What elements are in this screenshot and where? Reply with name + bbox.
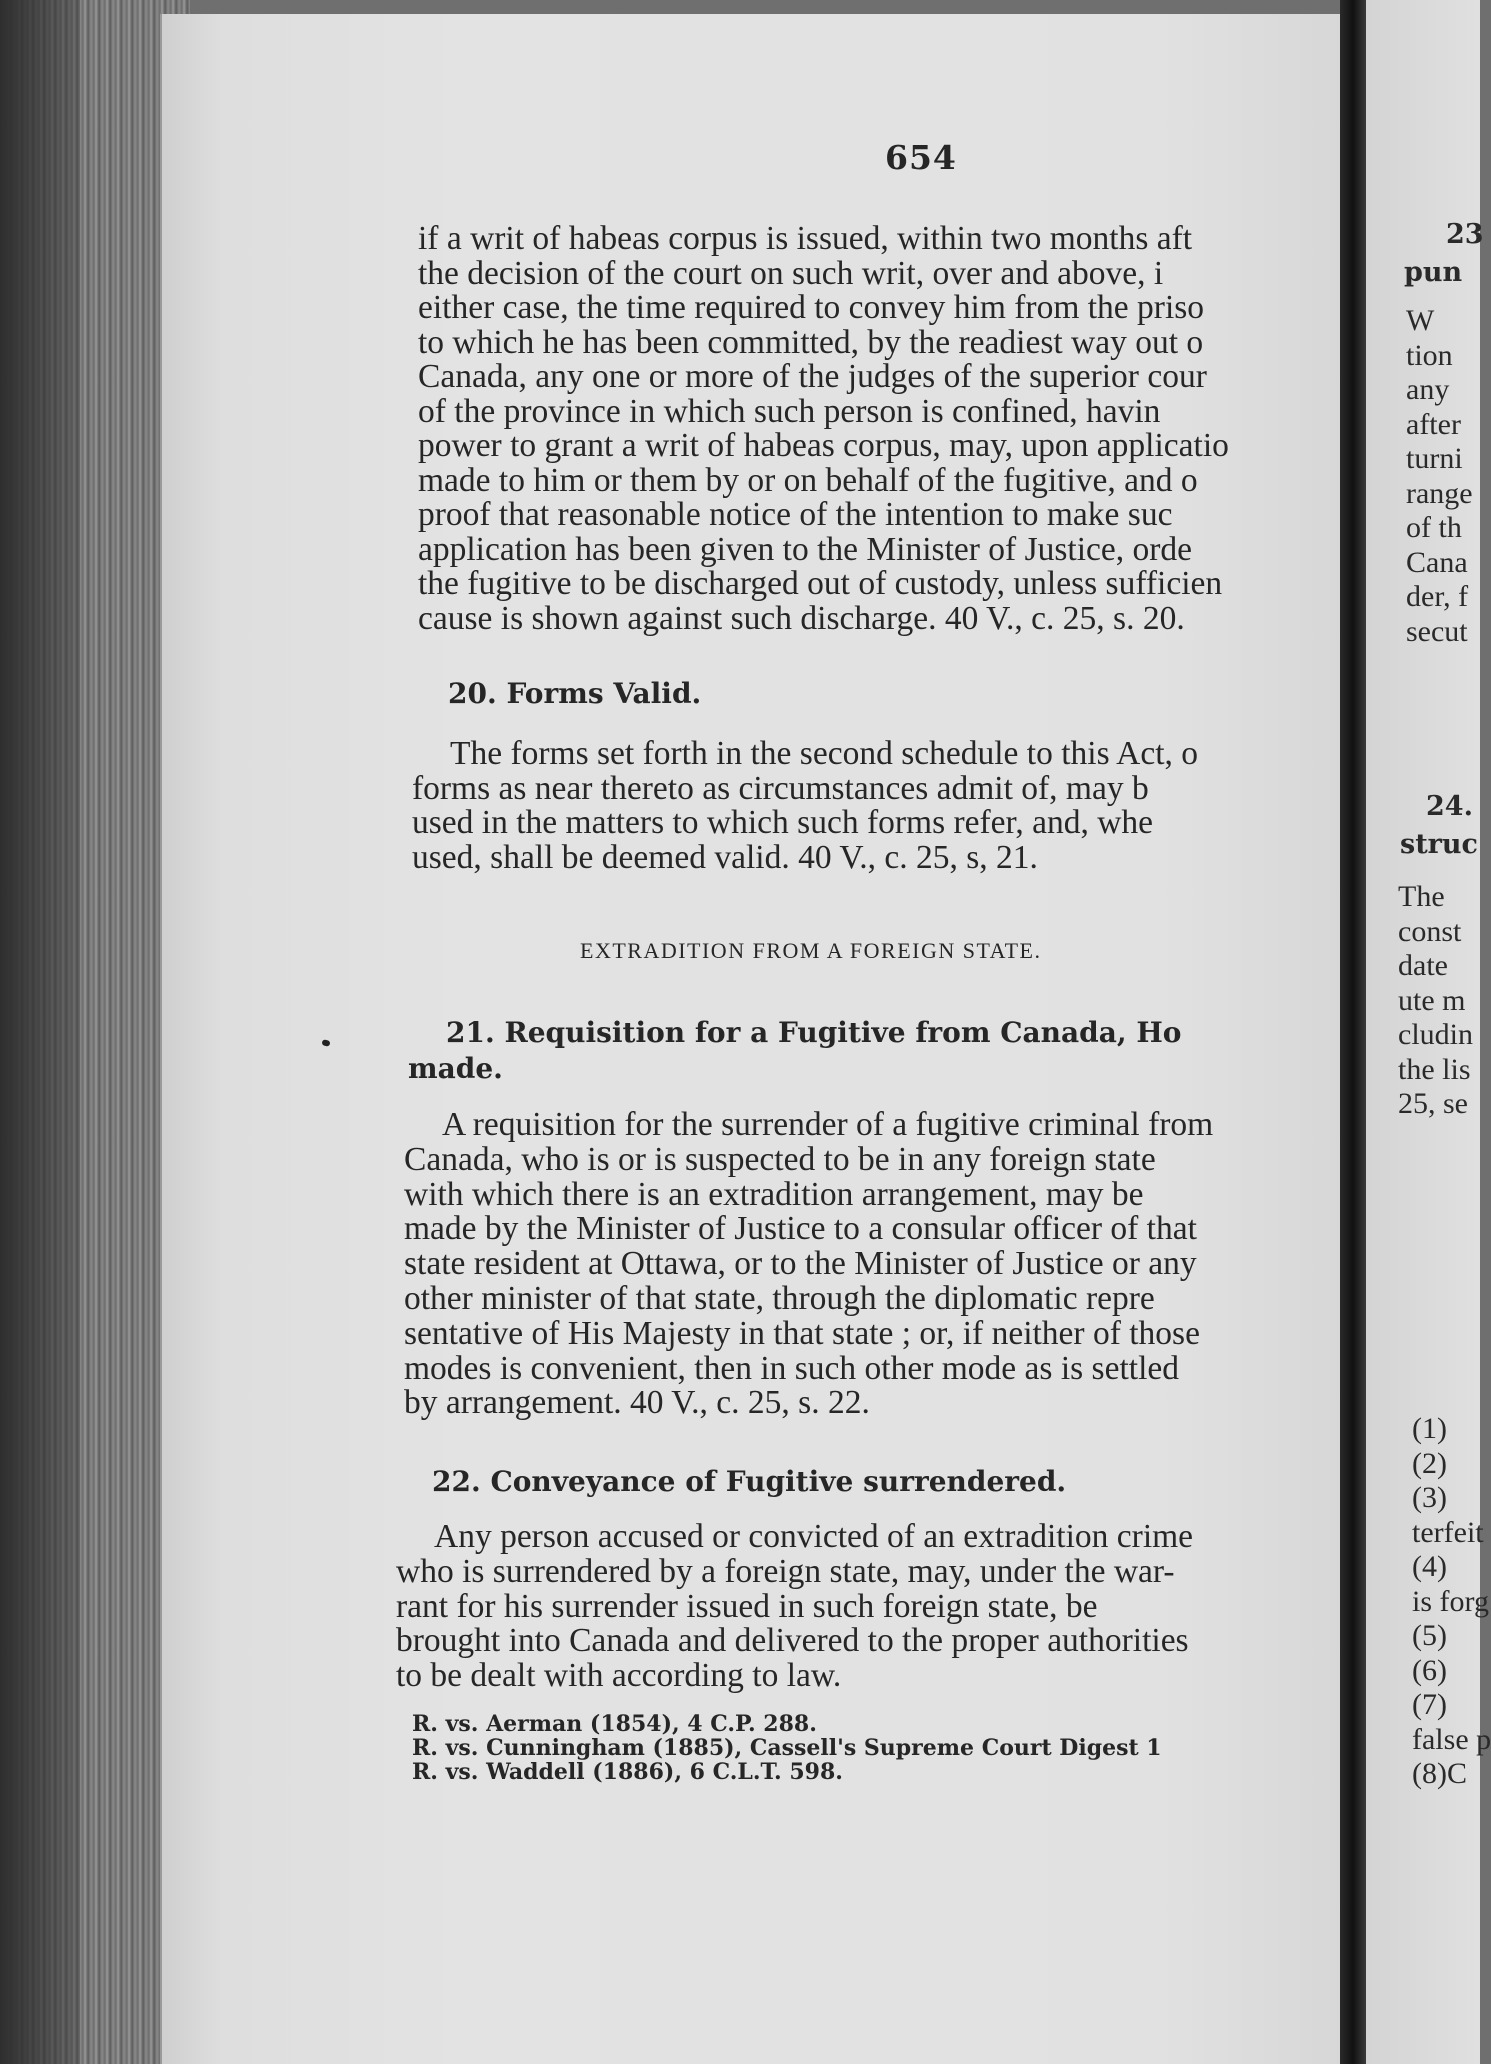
facing-page-line: W: [1406, 304, 1435, 337]
facing-page-line: of th: [1406, 511, 1462, 544]
facing-page-line: ute m: [1398, 983, 1466, 1017]
facing-page-line: Cana: [1406, 545, 1468, 579]
case-reference: R. vs. Waddell (1886), 6 C.L.T. 598.: [412, 1759, 843, 1785]
text-line: of the province in which such person is confined, havin: [418, 392, 1161, 430]
text-line: forms as near thereto as circumstances admit of, may b: [412, 769, 1149, 807]
section-22-heading: 22. Conveyance of Fugitive surrendered.: [432, 1465, 1067, 1498]
division-heading: EXTRADITION FROM A FOREIGN STATE.: [580, 938, 1042, 963]
text-line: proof that reasonable notice of the intention to make suc: [418, 496, 1173, 533]
text-line: to be dealt with according to law.: [396, 1657, 842, 1695]
facing-page-line: any: [1406, 373, 1450, 406]
book-gutter: [1340, 0, 1366, 2064]
facing-page-line: after: [1406, 407, 1461, 441]
facing-page-line: turni: [1406, 442, 1463, 475]
facing-page: [1366, 0, 1491, 2064]
facing-page-line: (2): [1412, 1446, 1447, 1480]
facing-page-line: false p: [1412, 1722, 1491, 1756]
facing-page-heading-2: pun: [1404, 257, 1463, 288]
facing-page-line: const: [1398, 914, 1462, 948]
text-line: other minister of that state, through the diplomatic repre: [404, 1279, 1155, 1317]
facing-page-line: (7): [1412, 1688, 1447, 1721]
page-number: 654: [885, 138, 957, 177]
facing-page-line: is forg: [1412, 1584, 1489, 1618]
section-21-body: [404, 1108, 1376, 1421]
facing-page-line: secut: [1406, 614, 1468, 648]
text-line: Canada, any one or more of the judges of the superior cour: [418, 358, 1207, 395]
facing-page-line: (8)C: [1412, 1757, 1467, 1790]
case-reference: R. vs. Cunningham (1885), Cassell's Supreme Court Digest 1: [412, 1735, 1162, 1761]
text-line: application has been given to the Minister of Justice, orde: [418, 530, 1193, 568]
case-reference: R. vs. Aerman (1854), 4 C.P. 288.: [412, 1711, 817, 1737]
facing-page-mid-heading-2: struc: [1400, 829, 1478, 860]
text-line: with which there is an extradition arrangement, may be: [404, 1175, 1144, 1213]
facing-page-line: (1): [1412, 1412, 1447, 1445]
section-21-heading-line2: made.: [408, 1052, 503, 1085]
text-line: Canada, who is or is suspected to be in any foreign state: [404, 1140, 1156, 1178]
book-spine-shadow: [0, 0, 80, 2064]
facing-page-heading: 23: [1446, 219, 1484, 250]
text-line: modes is convenient, then in such other mode as is settled: [404, 1349, 1179, 1387]
text-line: sentative of His Majesty in that state ; or, if neither of those: [404, 1314, 1200, 1352]
text-line: A requisition for the surrender of a fugitive criminal from: [442, 1106, 1214, 1143]
facing-page-mid-heading: 24.: [1426, 791, 1473, 822]
text-line: made to him or them by or on behalf of the fugitive, and o: [418, 461, 1198, 499]
facing-page-line: terfeit: [1412, 1515, 1484, 1549]
facing-page-line: 25, se: [1398, 1087, 1468, 1120]
text-line: state resident at Ottawa, or to the Minister of Justice or any: [404, 1245, 1197, 1283]
opening-paragraph: [418, 222, 1378, 636]
text-line: if a writ of habeas corpus is issued, within two months aft: [418, 220, 1193, 257]
text-line: used in the matters to which such forms refer, and, whe: [412, 804, 1154, 841]
facing-page-line: date: [1398, 949, 1448, 982]
facing-page-line: The: [1398, 880, 1445, 913]
text-line: The forms set forth in the second schedule to this Act, o: [450, 735, 1199, 772]
text-line: the fugitive to be discharged out of custody, unless sufficien: [418, 565, 1223, 602]
section-20-heading: 20. Forms Valid.: [448, 677, 702, 710]
section-22-body: [396, 1520, 1376, 1694]
section-21-heading-line1: 21. Requisition for a Fugitive from Canada, Ho: [446, 1016, 1182, 1049]
text-line: used, shall be deemed valid. 40 V., c. 25, s, 21.: [412, 838, 1038, 876]
facing-page-line: (5): [1412, 1619, 1447, 1652]
text-line: made by the Minister of Justice to a consular officer of that: [404, 1210, 1197, 1248]
text-line: power to grant a writ of habeas corpus, may, upon applicatio: [418, 427, 1229, 464]
text-line: brought into Canada and delivered to the proper authorities: [396, 1622, 1189, 1660]
section-20-body: [412, 737, 1378, 875]
facing-page-line: (3): [1412, 1481, 1447, 1514]
text-line: cause is shown against such discharge. 40 V., c. 25, s. 20.: [418, 599, 1185, 637]
facing-page-line: the lis: [1398, 1052, 1471, 1086]
facing-page-line: (4): [1412, 1550, 1447, 1583]
facing-page-line: cludin: [1398, 1018, 1473, 1051]
text-line: either case, the time required to convey him from the priso: [418, 289, 1205, 326]
facing-page-line: range: [1406, 476, 1473, 510]
case-references: [412, 1712, 1162, 1784]
text-line: who is surrendered by a foreign state, may, under the war-: [396, 1552, 1175, 1590]
text-line: Any person accused or convicted of an extradition crime: [434, 1518, 1194, 1555]
facing-page-line: tion: [1406, 338, 1453, 372]
facing-page-line: (6): [1412, 1653, 1447, 1687]
facing-page-line: der, f: [1406, 580, 1469, 613]
text-line: rant for his surrender issued in such foreign state, be: [396, 1587, 1098, 1625]
text-line: by arrangement. 40 V., c. 25, s. 22.: [404, 1384, 870, 1422]
text-line: to which he has been committed, by the readiest way out o: [418, 323, 1204, 361]
text-line: the decision of the court on such writ, over and above, i: [418, 254, 1164, 292]
